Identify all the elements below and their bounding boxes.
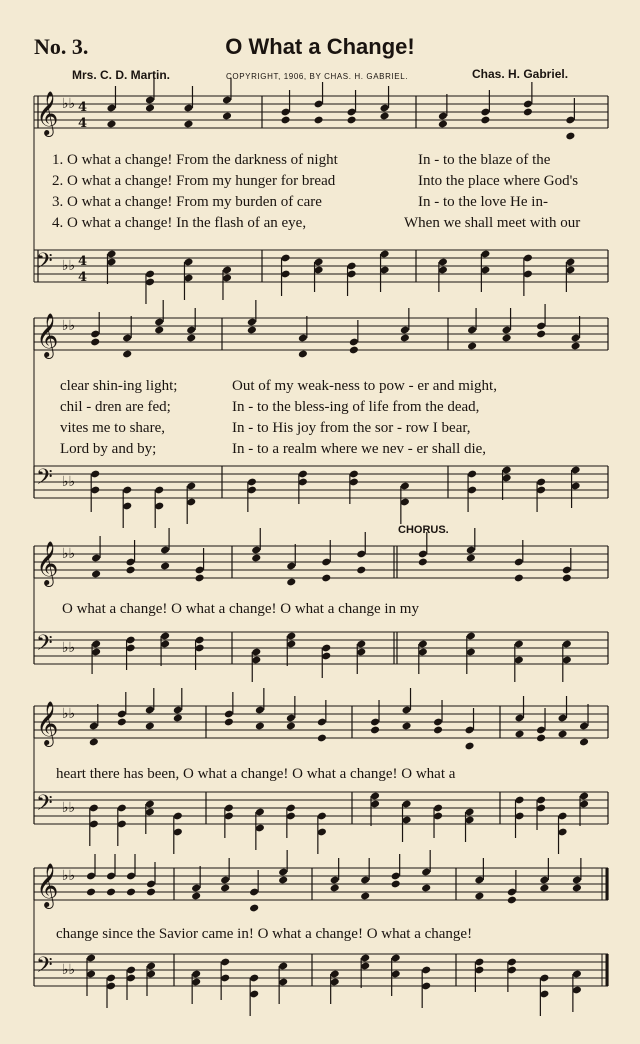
note-head [117, 718, 127, 727]
hymn-number: No. 3. [34, 34, 89, 59]
note-head [400, 334, 410, 343]
note-head [421, 884, 431, 893]
note-head [251, 554, 261, 563]
note-head [565, 132, 575, 141]
note-head [86, 888, 96, 897]
time-signature: 4 [78, 254, 88, 269]
note-head [523, 108, 533, 117]
verse-4-line-2b: In - to a realm where we nev - er shall die, [232, 441, 487, 457]
note-head [224, 718, 234, 727]
note-head [173, 714, 183, 723]
note-head [122, 350, 132, 359]
note-head [255, 722, 265, 731]
verse-1-line-1: 1. O what a change! From the darkness of night [52, 152, 338, 168]
note-head [391, 880, 401, 889]
key-signature: ♭♭ [62, 962, 76, 978]
time-signature: 4 [78, 270, 88, 285]
verse-1-line-2: clear shin-ing light; [60, 378, 178, 394]
note-head [401, 722, 411, 731]
verse-1-line-2b: Out of my weak-ness to pow - er and might, [232, 378, 497, 394]
key-signature: ♭♭ [62, 640, 76, 656]
key-signature: ♭♭ [62, 258, 76, 274]
note-head [126, 888, 136, 897]
verse-1-line-1b: In - to the blaze of the [418, 152, 551, 168]
note-head [572, 884, 582, 893]
key-signature: ♭♭ [62, 706, 76, 722]
note-head [89, 738, 99, 747]
copyright-notice: COPYRIGHT, 1906, BY CHAS. H. GABRIEL. [226, 72, 409, 81]
note-head [579, 738, 589, 747]
note-head [464, 742, 474, 751]
hymn-title: O What a Change! [225, 34, 415, 59]
time-signature: 4 [78, 116, 88, 131]
note-head [154, 326, 164, 335]
note-head [126, 566, 136, 575]
note-head [474, 892, 484, 901]
note-head [222, 112, 232, 121]
verse-2-line-1: 2. O what a change! From my hunger for bread [52, 173, 336, 189]
note-head [195, 574, 205, 583]
verse-3-line-2b: In - to His joy from the sor - row I bear, [232, 420, 471, 436]
treble-clef: 𝄞 [36, 91, 59, 135]
note-head [191, 892, 201, 901]
note-head [106, 120, 116, 129]
treble-clef: 𝄞 [36, 701, 59, 745]
note-head [502, 334, 512, 343]
note-head [160, 562, 170, 571]
verse-3-line-1b: In - to the love He in- [418, 194, 548, 210]
bass-clef: 𝄢 [36, 249, 53, 279]
note-head [438, 120, 448, 129]
note-head [317, 734, 327, 743]
chorus-line-2: heart there has been, O what a change! O what a change! O what a [56, 766, 456, 782]
author-credit: Mrs. C. D. Martin. [72, 68, 171, 82]
verse-4-line-1: 4. O what a change! In the flash of an eye, [52, 215, 307, 231]
verse-3-line-1: 3. O what a change! From my burden of care [52, 194, 322, 210]
composer-credit: Chas. H. Gabriel. [472, 67, 569, 81]
note-head [507, 896, 517, 905]
note-head [539, 884, 549, 893]
note-head [220, 884, 230, 893]
note-head [90, 338, 100, 347]
note-head [467, 342, 477, 351]
treble-clef: 𝄞 [36, 541, 59, 585]
bass-clef: 𝄢 [36, 631, 53, 661]
note-head [247, 326, 257, 335]
verse-3-line-2: vites me to share, [60, 420, 165, 436]
note-head [145, 104, 155, 113]
verse-4-line-1b: When we shall meet with our [404, 215, 581, 231]
treble-clef: 𝄞 [36, 863, 59, 907]
note-head [360, 892, 370, 901]
note-head [562, 574, 572, 583]
note-head [278, 876, 288, 885]
note-head [145, 722, 155, 731]
note-head [183, 120, 193, 129]
note-head [321, 574, 331, 583]
bass-clef: 𝄢 [36, 953, 53, 983]
note-head [514, 574, 524, 583]
bass-clef: 𝄢 [36, 465, 53, 495]
note-head [298, 350, 308, 359]
note-head [480, 116, 490, 125]
note-head [249, 904, 259, 913]
chorus-label: CHORUS. [398, 524, 449, 536]
note-head [418, 558, 428, 567]
chorus-line-1: O what a change! O what a change! O what a change in my [62, 601, 419, 617]
note-head [106, 888, 116, 897]
bass-clef: 𝄢 [36, 791, 53, 821]
note-head [370, 726, 380, 735]
note-head [286, 578, 296, 587]
note-head [349, 346, 359, 355]
note-head [281, 116, 291, 125]
key-signature: ♭♭ [62, 546, 76, 562]
verse-2-line-2b: In - to the bless-ing of life from the dead, [232, 399, 480, 415]
key-signature: ♭♭ [62, 318, 76, 334]
note-head [433, 726, 443, 735]
note-head [91, 570, 101, 579]
note-head [380, 112, 390, 121]
verse-2-line-1b: Into the place where God's [418, 173, 579, 189]
note-head [557, 730, 567, 739]
treble-clef: 𝄞 [36, 313, 59, 357]
key-signature: ♭♭ [62, 868, 76, 884]
key-signature: ♭♭ [62, 800, 76, 816]
note-head [146, 888, 156, 897]
note-head [571, 342, 581, 351]
verse-4-line-2: Lord by and by; [60, 441, 157, 457]
note-head [286, 722, 296, 731]
key-signature: ♭♭ [62, 96, 76, 112]
note-head [314, 116, 324, 125]
chorus-line-3: change since the Savior came in! O what a change! O what a change! [56, 926, 473, 942]
note-head [466, 554, 476, 563]
time-signature: 4 [78, 100, 88, 115]
note-head [356, 566, 366, 575]
note-head [536, 734, 546, 743]
note-head [536, 330, 546, 339]
note-head [347, 116, 357, 125]
verse-2-line-2: chil - dren are fed; [60, 399, 171, 415]
note-head [330, 884, 340, 893]
note-head [514, 730, 524, 739]
key-signature: ♭♭ [62, 474, 76, 490]
note-head [186, 334, 196, 343]
